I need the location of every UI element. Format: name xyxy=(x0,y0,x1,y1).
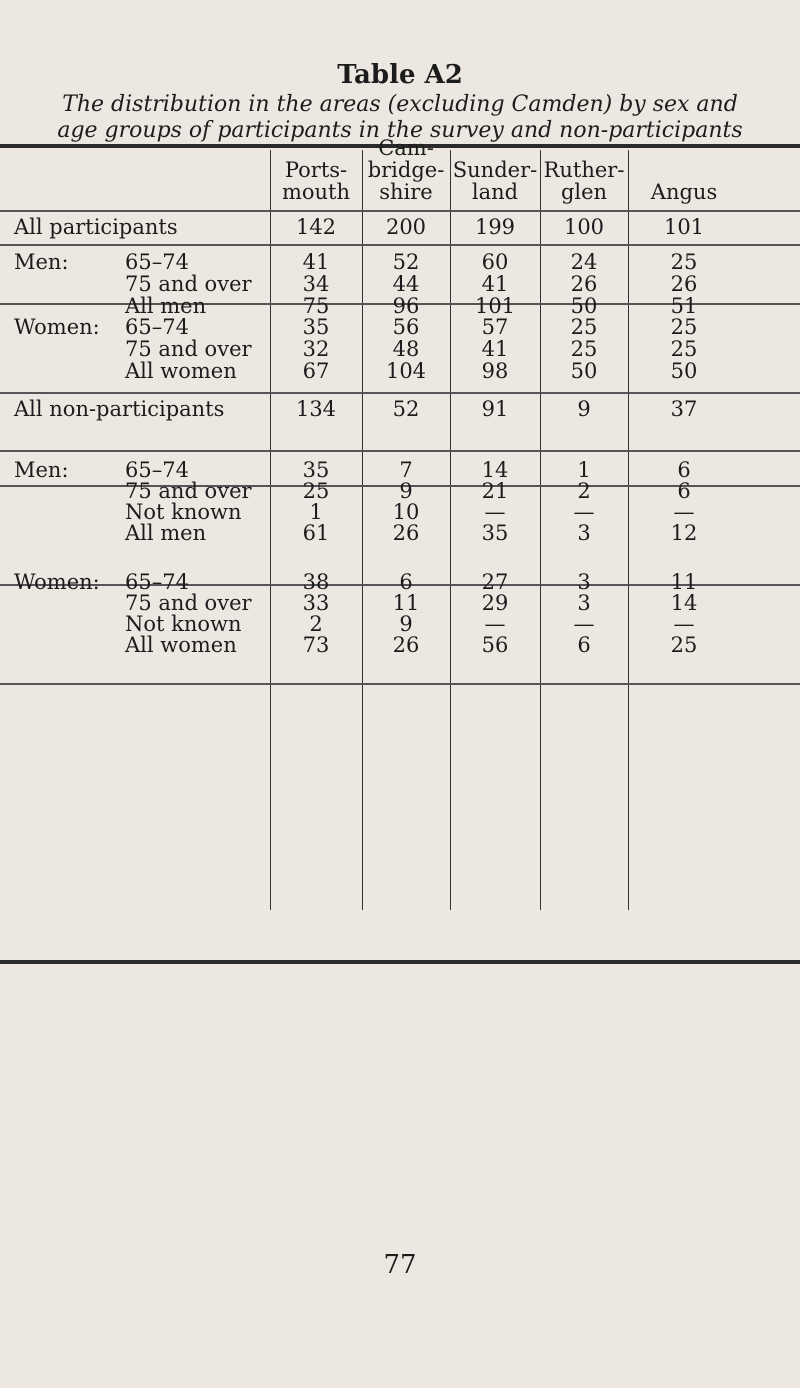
table-cell: 25 xyxy=(670,315,698,339)
row-label: 65–74 xyxy=(125,315,189,339)
table-cell: 75 xyxy=(302,294,330,318)
table-cell: 2 xyxy=(309,612,323,636)
table-cell: 48 xyxy=(392,337,420,361)
table-cell: 27 xyxy=(481,570,509,594)
column-header xyxy=(450,147,540,203)
table-cell: 9 xyxy=(399,612,413,636)
table-cell: 25 xyxy=(570,315,598,339)
table-cell: 6 xyxy=(677,458,691,482)
table-cell: 25 xyxy=(670,633,698,657)
row-divider xyxy=(0,450,800,452)
column-header xyxy=(540,147,628,203)
row-label: All men xyxy=(125,294,207,318)
table-cell: — xyxy=(673,612,695,636)
table-cell: 35 xyxy=(302,458,330,482)
row-divider xyxy=(0,392,800,394)
table-cell: 1 xyxy=(577,458,591,482)
table-cell: 56 xyxy=(481,633,509,657)
table-cell: 52 xyxy=(392,397,420,421)
table-caption: The distribution in the areas (excluding Camden) by sex and age groups of participants in the survey and non-participants xyxy=(57,92,743,143)
table-cell: 50 xyxy=(570,359,598,383)
row-label: 75 and over xyxy=(125,337,252,361)
table-cell: 3 xyxy=(577,591,591,615)
table-cell: 101 xyxy=(474,294,516,318)
table-cell: 101 xyxy=(663,215,705,239)
row-label: All participants xyxy=(14,215,178,239)
table-title: Table A2 xyxy=(337,60,463,90)
table-cell: 32 xyxy=(302,337,330,361)
table-cell: 98 xyxy=(481,359,509,383)
table-cell: 134 xyxy=(295,397,337,421)
row-label: Not known xyxy=(125,612,242,636)
column-header xyxy=(270,147,362,203)
row-divider xyxy=(0,210,800,212)
table-cell: 26 xyxy=(670,272,698,296)
column-header-line: shire xyxy=(379,180,433,204)
table-cell: 25 xyxy=(670,250,698,274)
table-cell: 29 xyxy=(481,591,509,615)
table-cell: 3 xyxy=(577,570,591,594)
row-label: All women xyxy=(125,633,237,657)
table-cell: 61 xyxy=(302,521,330,545)
table-cell: 56 xyxy=(392,315,420,339)
table-cell: 52 xyxy=(392,250,420,274)
table-cell: 1 xyxy=(309,500,323,524)
column-header-line: land xyxy=(471,180,519,204)
table-cell: 50 xyxy=(570,294,598,318)
table-cell: 25 xyxy=(302,479,330,503)
table-cell: 37 xyxy=(670,397,698,421)
row-divider xyxy=(0,244,800,246)
row-label: 75 and over xyxy=(125,272,252,296)
row-group-label: Men: xyxy=(14,250,69,274)
table-cell: — xyxy=(673,500,695,524)
table-cell: 67 xyxy=(302,359,330,383)
column-header-line: Cam- xyxy=(378,136,434,160)
table-cell: 35 xyxy=(302,315,330,339)
table-cell: 41 xyxy=(481,272,509,296)
table-cell: 21 xyxy=(481,479,509,503)
table-row xyxy=(0,521,800,546)
table-cell: 35 xyxy=(481,521,509,545)
row-group-label: Women: xyxy=(14,570,100,594)
page-number: 77 xyxy=(383,1250,417,1280)
table-cell: 24 xyxy=(570,250,598,274)
table-cell: 7 xyxy=(399,458,413,482)
row-group-label: Men: xyxy=(14,458,69,482)
table-cell: 14 xyxy=(670,591,698,615)
table-cell: 26 xyxy=(392,633,420,657)
table-row xyxy=(0,215,800,240)
table-cell: 50 xyxy=(670,359,698,383)
table-cell: 200 xyxy=(385,215,427,239)
row-label: 75 and over xyxy=(125,591,252,615)
column-header-line: Ports- xyxy=(284,158,348,182)
table-cell: 91 xyxy=(481,397,509,421)
table-cell: 11 xyxy=(392,591,420,615)
table-cell: 12 xyxy=(670,521,698,545)
table-row xyxy=(0,359,800,384)
table-cell: 26 xyxy=(570,272,598,296)
table-cell: 6 xyxy=(577,633,591,657)
bottom-rule xyxy=(0,960,800,964)
row-label: All women xyxy=(125,359,237,383)
table-cell: 9 xyxy=(399,479,413,503)
table-cell: 9 xyxy=(577,397,591,421)
column-header-line: Angus xyxy=(650,180,718,204)
table-cell: 6 xyxy=(399,570,413,594)
table-cell: 142 xyxy=(295,215,337,239)
row-label: 75 and over xyxy=(125,479,252,503)
table-cell: 96 xyxy=(392,294,420,318)
table-cell: 11 xyxy=(670,570,698,594)
table-cell: 44 xyxy=(392,272,420,296)
row-label: 65–74 xyxy=(125,250,189,274)
table-cell: 2 xyxy=(577,479,591,503)
table-cell: 60 xyxy=(481,250,509,274)
table-cell: 3 xyxy=(577,521,591,545)
table-cell: 33 xyxy=(302,591,330,615)
table-cell: — xyxy=(484,612,506,636)
column-header-line: glen xyxy=(560,180,608,204)
table-cell: 41 xyxy=(481,337,509,361)
table-cell: 34 xyxy=(302,272,330,296)
row-label: 65–74 xyxy=(125,570,189,594)
column-header-line: mouth xyxy=(281,180,351,204)
row-label: Not known xyxy=(125,500,242,524)
column-header-line: bridge- xyxy=(367,158,445,182)
table-cell: 57 xyxy=(481,315,509,339)
table-cell: 6 xyxy=(677,479,691,503)
table-cell: 41 xyxy=(302,250,330,274)
column-header-line: Sunder- xyxy=(452,158,538,182)
table-cell: 73 xyxy=(302,633,330,657)
table-cell: 104 xyxy=(385,359,427,383)
column-header xyxy=(362,136,450,204)
table-cell: 25 xyxy=(570,337,598,361)
table-cell: 10 xyxy=(392,500,420,524)
row-label: All men xyxy=(125,521,207,545)
column-header-line: Ruther- xyxy=(543,158,625,182)
row-divider xyxy=(0,683,800,685)
table-cell: 26 xyxy=(392,521,420,545)
table-cell: — xyxy=(484,500,506,524)
table-cell: 14 xyxy=(481,458,509,482)
table-cell: 199 xyxy=(474,215,516,239)
table-cell: 38 xyxy=(302,570,330,594)
table-cell: — xyxy=(573,612,595,636)
table-cell: 51 xyxy=(670,294,698,318)
row-label: All non-participants xyxy=(14,397,225,421)
table-row xyxy=(0,633,800,658)
table-cell: — xyxy=(573,500,595,524)
table-cell: 100 xyxy=(563,215,605,239)
table-row xyxy=(0,397,800,422)
column-header xyxy=(628,147,740,203)
row-label: 65–74 xyxy=(125,458,189,482)
row-group-label: Women: xyxy=(14,315,100,339)
table-cell: 25 xyxy=(670,337,698,361)
